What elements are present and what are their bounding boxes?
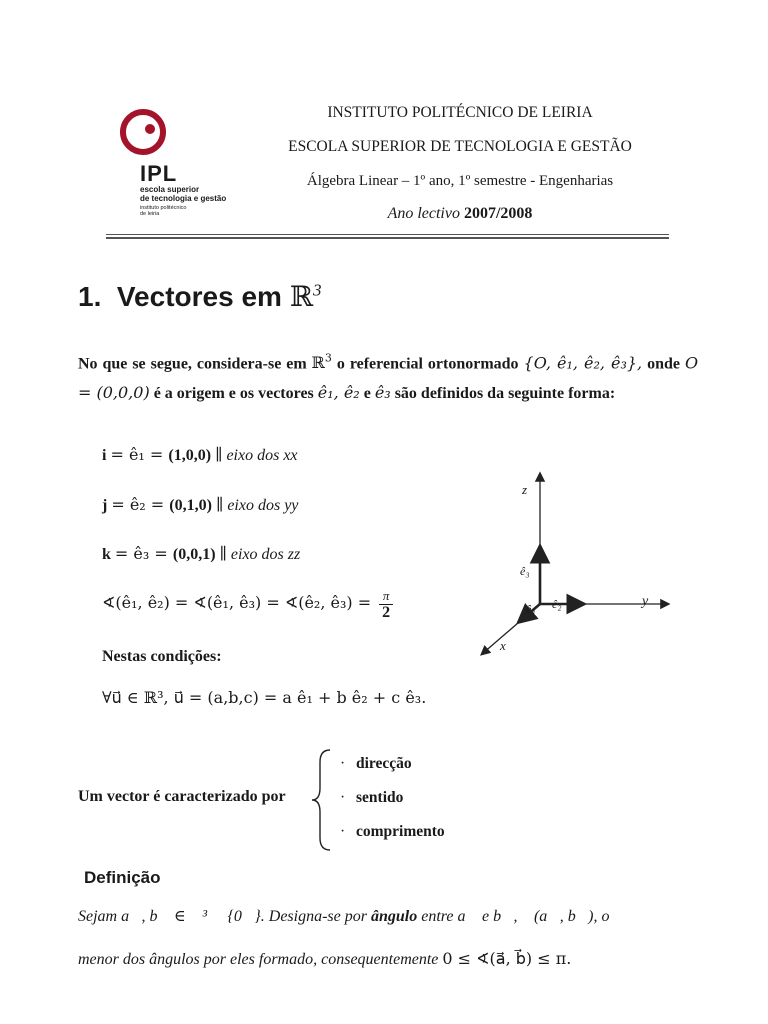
eq-angles [102, 588, 393, 621]
def-line1b: entre a⃗ e b⃗, ∢(a⃗, b⃗), o [421, 908, 610, 925]
axes-svg [470, 466, 700, 666]
eq-k-val: (0,0,1) [172, 546, 216, 563]
char-item-2: sentido [356, 789, 404, 806]
intro-basis: {O, ê₁, ê₂, ê₃}, [523, 353, 643, 373]
eq-j-axis: ∥ eixo dos yy [215, 497, 299, 514]
def-line2: menor dos ângulos por eles formado, consequentemente [78, 951, 439, 968]
def-bold-word: ângulo [370, 908, 418, 925]
section-number: 1. [78, 281, 102, 312]
eq-i-val: (1,0,0) [168, 447, 212, 464]
section-title-text: Vectores em [116, 281, 282, 312]
eq-i [102, 445, 298, 465]
year-value: 2007/2008 [463, 205, 533, 222]
eq-j [102, 495, 298, 515]
logo-line2: de tecnologia e gestão [140, 194, 227, 203]
brace-icon [308, 748, 336, 852]
eq-angles-fraction [379, 588, 393, 621]
intro-text-2: o referencial ortonormado [336, 355, 519, 373]
bullet-dot: · [340, 823, 346, 840]
char-list [340, 755, 445, 857]
eq-i-lhs: i [102, 447, 107, 464]
def-line1: Sejam a⃗, b⃗ ∈ ℝ³ ∖ {0⃗}. Designa-se por [78, 908, 367, 925]
eq-i-axis: ∥ eixo dos xx [215, 447, 298, 464]
axes-diagram [470, 466, 700, 666]
char-item-3: comprimento [356, 823, 445, 840]
eq-k-axis: ∥ eixo dos zz [219, 546, 301, 563]
header-divider-thick [106, 237, 669, 239]
label-e3: ê₃ [520, 564, 530, 578]
intro-text-4: é a origem e os vectores [153, 385, 314, 403]
list-item [340, 755, 445, 789]
intro-vecs: ê₁, ê₂ [317, 383, 360, 403]
label-e1: ê₁ [526, 602, 536, 616]
bullet-dot: · [340, 789, 346, 806]
intro-text-1: No que se segue, considera-se em [78, 355, 307, 373]
header-divider [106, 234, 669, 235]
logo-line1: escola superior [140, 185, 200, 194]
logo-line4: de leiria [140, 211, 160, 217]
definition-paragraph [78, 896, 698, 981]
eq-k [102, 544, 300, 564]
header-course: Álgebra Linear – 1º ano, 1º semestre - Engenharias [306, 173, 614, 189]
logo-line3: instituto politécnico [140, 205, 187, 211]
intro-origin: O = (0,0,0) [78, 353, 699, 403]
def-line2b: 0 ≤ ∢(a⃗, b⃗) ≤ π. [442, 949, 572, 968]
char-item-1: direcção [356, 755, 412, 772]
label-x: x [500, 638, 506, 653]
conditions-formula: ∀u⃗ ∈ ℝ³, u⃗ = (a,b,c) = a ê₁ + b ê₂ + c ê₃. [102, 688, 427, 707]
eq-i-rhs: = ê₁ = [110, 445, 169, 464]
section-title [78, 280, 321, 313]
frac-denominator: 2 [382, 604, 391, 621]
eq-angles-text: ∢(ê₁, ê₂) = ∢(ê₁, ê₃) = ∢(ê₂, ê₃) = [102, 593, 372, 613]
logo-abbr: IPL [140, 161, 178, 186]
intro-paragraph [78, 344, 698, 408]
eq-k-rhs: = ê₃ = [114, 544, 173, 563]
frac-numerator: π [382, 588, 390, 603]
ipl-logo [116, 105, 246, 223]
char-brace [308, 748, 336, 857]
intro-text-5: e [363, 385, 371, 403]
intro-vec3: ê₃ [374, 383, 391, 403]
intro-text-6: são definidos da seguinte forma: [394, 385, 616, 403]
char-label: Um vector é caracterizado por [78, 788, 286, 805]
definition-heading: Definição [84, 868, 161, 887]
header-school: ESCOLA SUPERIOR DE TECNOLOGIA E GESTÃO [288, 138, 632, 155]
eq-k-lhs: k [102, 546, 111, 563]
section-symbol: ℝ [289, 280, 313, 313]
list-item [340, 789, 445, 823]
eq-j-lhs: j [102, 497, 108, 514]
header-institute: INSTITUTO POLITÉCNICO DE LEIRIA [327, 104, 593, 121]
header-year [245, 205, 675, 223]
section-exponent: 3 [312, 280, 322, 300]
label-e2: ê₂ [552, 597, 562, 611]
label-z: z [522, 482, 528, 497]
eq-j-rhs: = ê₂ = [111, 495, 170, 514]
year-label: Ano lectivo [387, 205, 460, 222]
bullet-dot: · [340, 755, 346, 772]
intro-r3: ℝ$^3$ [311, 352, 332, 373]
list-item [340, 823, 445, 857]
conditions-label: Nestas condições: [102, 648, 222, 665]
intro-text-3: onde [647, 355, 680, 373]
eq-j-val: (0,1,0) [169, 497, 212, 514]
label-y: y [642, 594, 649, 609]
